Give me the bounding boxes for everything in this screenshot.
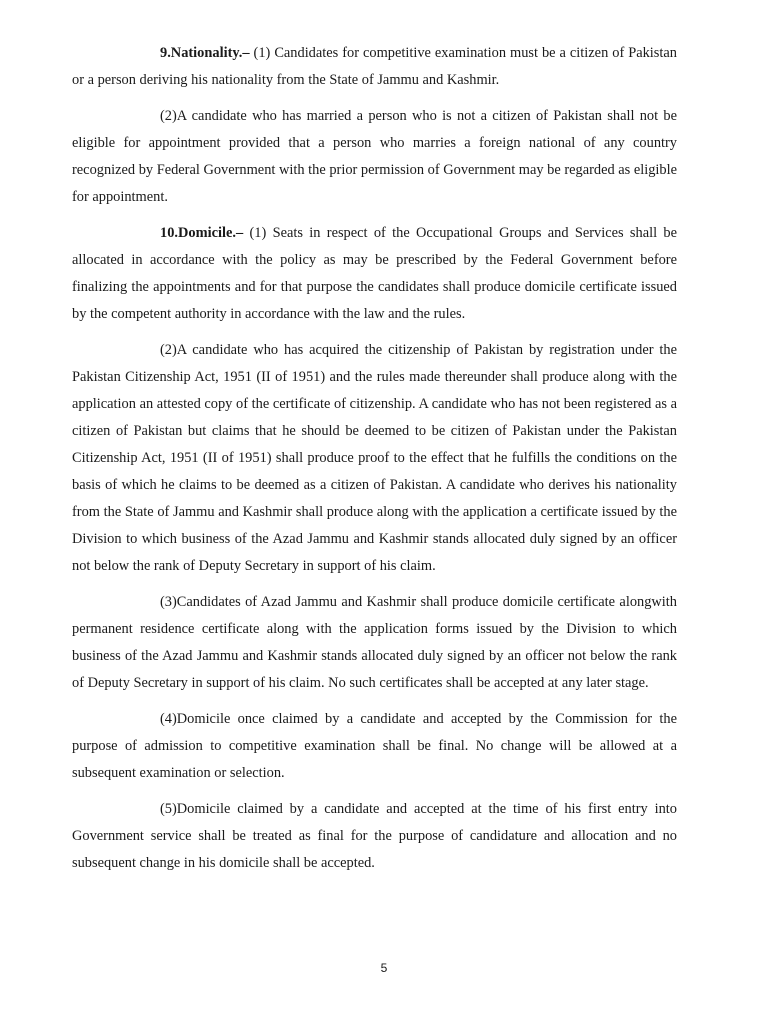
paragraph-text: Seats in respect of the Occupational Groups and Services shall be allocated in accordance with the policy as may be prescribed by the Federal Government before finalizing the appointments and for that purpose the candidates shall produce domicile certificate issued by the competent authority in accordance with the law and the rules. [72, 225, 677, 322]
paragraph-text: Domicile once claimed by a candidate and accepted by the Commission for the purpose of admission to competitive examination shall be final. No change will be allowed at a subsequent examination or selection. [72, 711, 677, 781]
paragraph-text: Candidates for competitive examination must be a citizen of Pakistan or a person deriving his nationality from the State of Jammu and Kashmir. [72, 45, 677, 88]
section-number: 10. [160, 225, 178, 241]
section-10-paragraph-2 [72, 337, 677, 580]
section-10-paragraph-1 [72, 220, 677, 328]
section-heading: Domicile.– [178, 225, 244, 241]
section-number: 9. [160, 45, 171, 61]
page-number: 5 [380, 961, 388, 975]
sub-clause-number: (1) [253, 45, 271, 61]
section-9-paragraph-2 [72, 103, 677, 211]
sub-clause-number: (2) [160, 108, 177, 124]
paragraph-text: Domicile claimed by a candidate and accepted at the time of his first entry into Government service shall be treated as final for the purpose of candidature and allocation and no subsequent change in his domicile shall be accepted. [72, 801, 677, 871]
section-9-paragraph-1 [72, 40, 677, 94]
paragraph-text: Candidates of Azad Jammu and Kashmir shall produce domicile certificate alongwith permanent residence certificate along with the application forms issued by the Division to which business of the Azad Jammu and Kashmir stands allocated duly signed by an officer not below the rank of Deputy Secretary in support of his claim. No such certificates shall be accepted at any later stage. [72, 594, 677, 691]
sub-clause-number: (3) [160, 594, 177, 610]
paragraph-text: A candidate who has acquired the citizenship of Pakistan by registration under the Pakistan Citizenship Act, 1951 (II of 1951) and the rules made thereunder shall produce along with the application an attested copy of the certificate of citizenship. A candidate who has not been registered as a citizen of Pakistan but claims that he should be deemed to be citizen of Pakistan under the Pakistan Citizenship Act, 1951 (II of 1951) shall produce proof to the effect that he fulfills the conditions on the basis of which he claims to be deemed as a citizen of Pakistan. A candidate who derives his nationality from the State of Jammu and Kashmir shall produce along with the application a certificate issued by the Division to which business of the Azad Jammu and Kashmir stands allocated duly signed by an officer not below the rank of Deputy Secretary in support of his claim. [72, 342, 677, 574]
section-10-paragraph-3 [72, 589, 677, 697]
sub-clause-number: (5) [160, 801, 177, 817]
sub-clause-number: (4) [160, 711, 177, 727]
sub-clause-number: (2) [160, 342, 177, 358]
section-10-paragraph-5 [72, 796, 677, 877]
document-page [72, 40, 677, 886]
paragraph-text: A candidate who has married a person who is not a citizen of Pakistan shall not be eligible for appointment provided that a person who marries a foreign national of any country recognized by Federal Government with the prior permission of Government may be regarded as eligible for appointment. [72, 108, 678, 205]
section-10-paragraph-4 [72, 706, 677, 787]
sub-clause-number: (1) [249, 225, 267, 241]
section-heading: Nationality.– [170, 45, 250, 61]
